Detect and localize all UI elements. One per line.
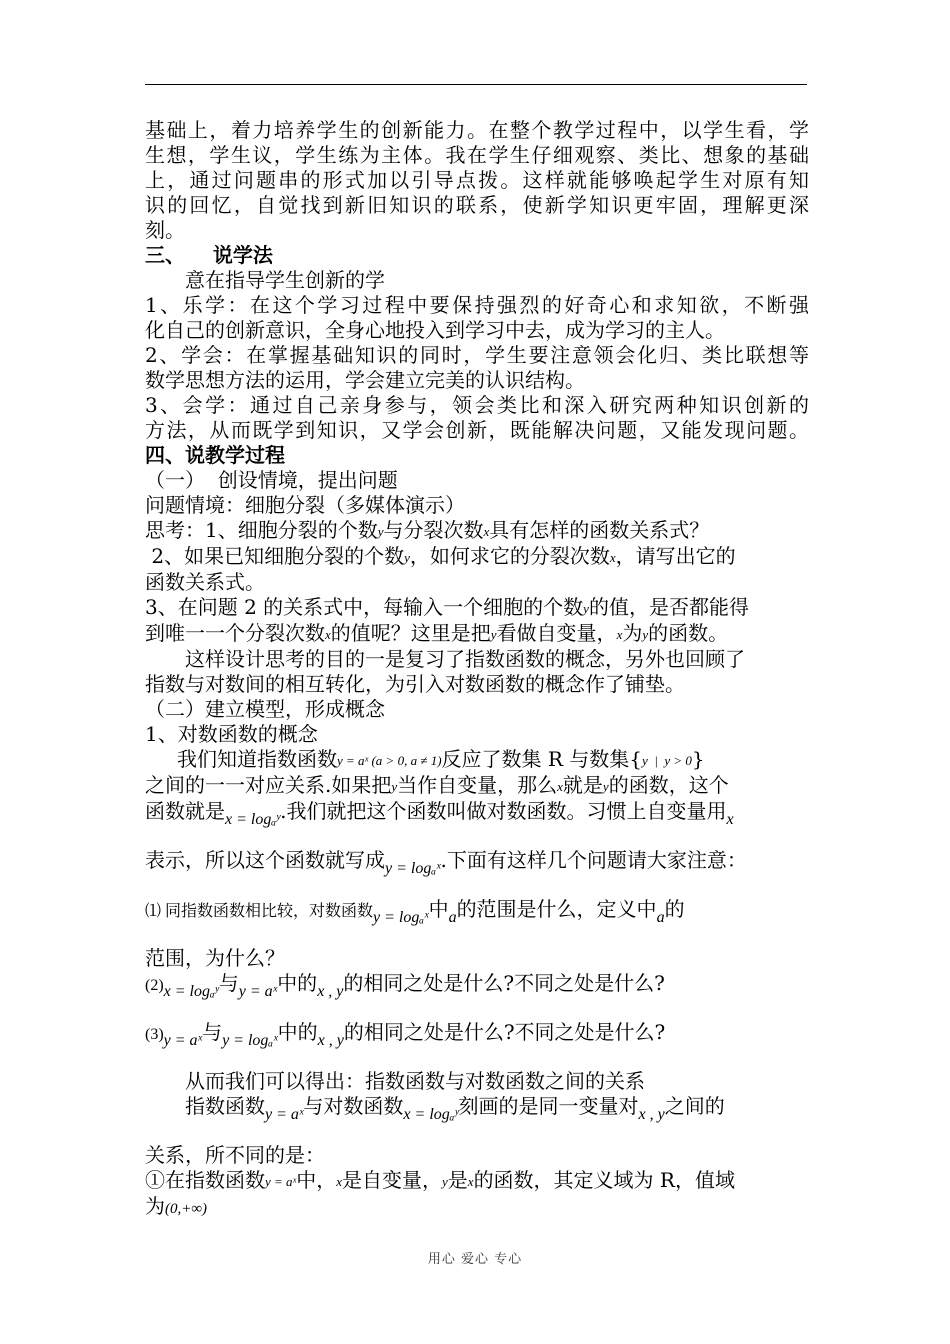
paragraph-line: 刻。 — [145, 218, 185, 242]
subheading: 1、对数函数的概念 — [145, 722, 318, 746]
paragraph-line: 表示，所以这个函数就写成$_{y = log_aˣ}$.下面有这样几个问题请大家注意： — [145, 848, 747, 877]
section-heading-4: 四、说教学过程 — [145, 443, 285, 467]
paragraph-line: 到唯一一个分裂次数x的值呢？这里是把y看做自变量，x为y的函数。 — [145, 621, 729, 645]
paragraph-line: 思考：1、细胞分裂的个数y与分裂次数x具有怎样的函数关系式？ — [145, 518, 710, 542]
paragraph-line: 函数就是$_{x = log_aʸ}$.我们就把这个函数叫做对数函数。习惯上自变量用$_x$ — [145, 799, 734, 828]
paragraph-line: 1、乐学：在这个学习过程中要保持强烈的好奇心和求知欲，不断强 — [145, 293, 809, 317]
paragraph-line: 3、在问题 2 的关系式中，每输入一个细胞的个数y的值，是否都能得 — [145, 595, 749, 619]
paragraph-line: 关系，所不同的是： — [145, 1143, 325, 1167]
page-footer: 用心 爱心 专心 — [427, 1252, 523, 1267]
subheading: （二）建立模型，形成概念 — [145, 697, 385, 721]
paragraph-line: 3、会学：通过自己亲身参与，领会类比和深入研究两种知识创新的 — [145, 393, 809, 417]
paragraph-line: ⑴ 同指数函数相比较，对数函数$_{y = log_aˣ}$中$_a$的范围是什么，定义中$_a$的 — [145, 897, 685, 926]
paragraph-line: 指数与对数间的相互转化，为引入对数函数的概念作了铺垫。 — [145, 672, 685, 696]
paragraph-line: 指数函数$_{y = aˣ}$与对数函数$_{x = log_aʸ}$刻画的是同一变量对$_{x , y}$之间的 — [185, 1094, 725, 1123]
paragraph-line: 2、学会：在掌握基础知识的同时，学生要注意领会化归、类比联想等 — [145, 343, 809, 367]
paragraph-line: 从而我们可以得出：指数函数与对数函数之间的关系 — [185, 1069, 645, 1093]
paragraph-line: 基础上，着力培养学生的创新能力。在整个教学过程中，以学生看，学 — [145, 118, 809, 142]
paragraph-line: $(3)_{y = aˣ}$与$_{y = log_aˣ}$中的$_{x , y}$的相同之处是什么?不同之处是什么? — [145, 1020, 666, 1049]
paragraph-line: 生想，学生议，学生练为主体。我在学生仔细观察、类比、想象的基础 — [145, 143, 809, 167]
paragraph-line: 我们知道指数函数y = aˣ (a > 0, a ≠ 1)反应了数集 R 与数集{y | y > 0} — [177, 747, 705, 771]
header-rule — [145, 84, 807, 85]
paragraph-line: 为(0,+∞) — [145, 1194, 208, 1218]
paragraph-line: ①在指数函数y = aˣ中，x是自变量，y是x的函数，其定义域为 R，值域 — [145, 1168, 735, 1192]
paragraph-line: 上，通过问题串的形式加以引导点拨。这样就能够唤起学生对原有知 — [145, 168, 809, 192]
paragraph-line: 识的回忆，自觉找到新旧知识的联系，使新学知识更牢固，理解更深 — [145, 193, 809, 217]
paragraph-line: 方法，从而既学到知识，又学会创新，既能解决问题，又能发现问题。 — [145, 418, 809, 442]
paragraph-line: 化自己的创新意识，全身心地投入到学习中去，成为学习的主人。 — [145, 318, 725, 342]
paragraph-line: 范围，为什么？ — [145, 946, 285, 970]
document-body — [145, 118, 809, 1222]
paragraph-line: 函数关系式。 — [145, 570, 265, 594]
paragraph-line: 2、如果已知细胞分裂的个数y，如何求它的分裂次数x，请写出它的 — [145, 544, 736, 568]
paragraph-line: $(2)_{x = log_aʸ}$与$_{y = aˣ}$中的$_{x , y}$的相同之处是什么?不同之处是什么? — [145, 971, 665, 1000]
paragraph-line: 意在指导学生创新的学 — [185, 268, 385, 292]
section-heading-3: 三、 说学法 — [145, 243, 273, 267]
subheading: （一） 创设情境，提出问题 — [145, 468, 398, 492]
paragraph-line: 问题情境：细胞分裂（多媒体演示） — [145, 493, 465, 517]
paragraph-line: 数学思想方法的运用，学会建立完美的认识结构。 — [145, 368, 585, 392]
paragraph-line: 这样设计思考的目的一是复习了指数函数的概念，另外也回顾了 — [185, 647, 745, 671]
paragraph-line: 之间的一一对应关系.如果把y当作自变量，那么x就是y的函数，这个 — [145, 773, 729, 797]
